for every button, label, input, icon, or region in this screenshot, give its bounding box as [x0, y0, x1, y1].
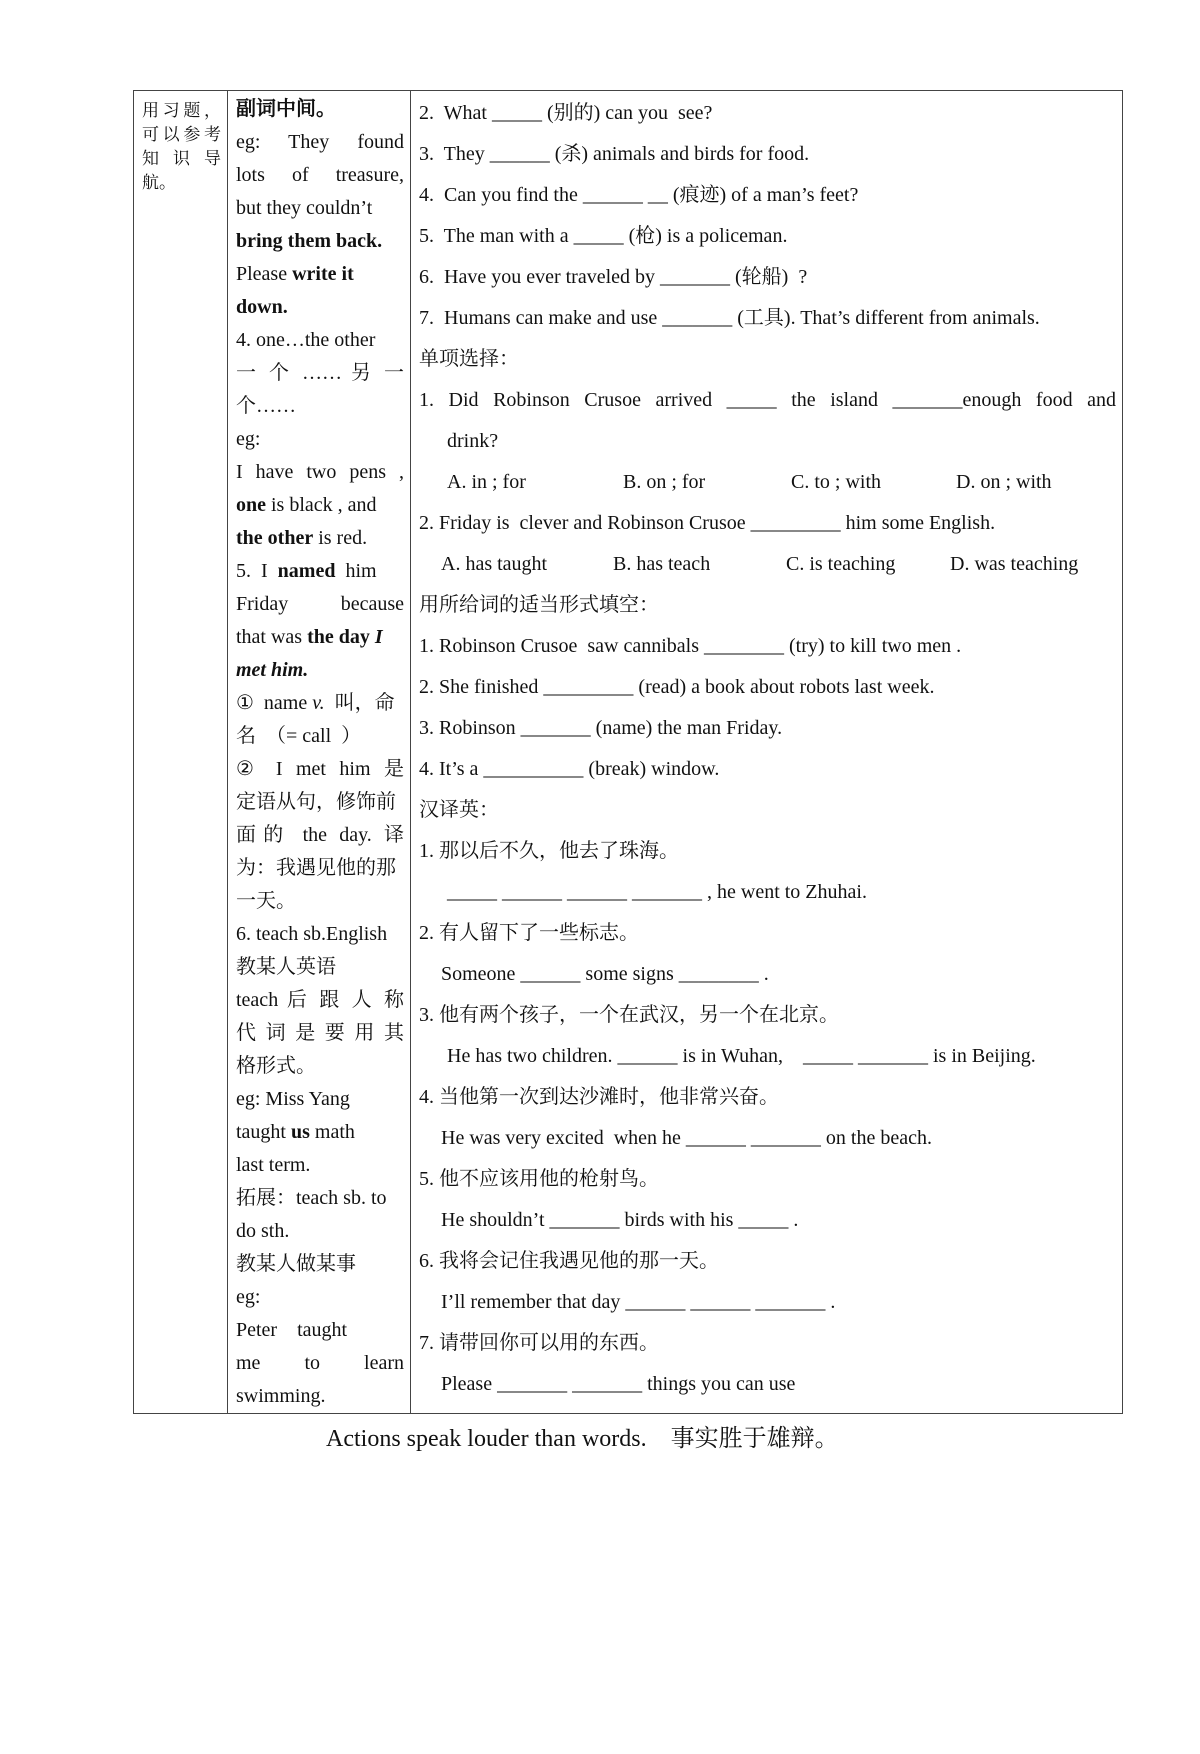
choice-option: D. on ; with — [956, 471, 1052, 493]
side-note-line: 可以参考 — [142, 125, 221, 144]
choice-option: B. on ; for — [623, 471, 706, 493]
exercise-item: 3. Robinson _______ (name) the man Friday. — [419, 717, 783, 739]
note-line: 一天。 — [236, 890, 296, 912]
side-note-line: 航。 — [142, 173, 176, 192]
note-line: 格形式。 — [236, 1055, 316, 1077]
note-text: ① name — [236, 692, 313, 714]
note-text: is red. — [313, 527, 368, 549]
exercises-column — [411, 91, 1122, 1413]
note-line: 教某人英语 — [236, 956, 336, 978]
note-line — [236, 621, 404, 654]
exercise-item-continued: drink? — [447, 430, 499, 452]
note-line: I have two pens , — [236, 461, 404, 483]
note-bold-text: named — [277, 560, 336, 582]
exercise-item: 4. It’s a __________ (break) window. — [419, 758, 720, 780]
note-line: 代 词 是 要 用 其 — [236, 1022, 404, 1044]
exercise-item: 2. She finished _________ (read) a book about robots last week. — [419, 676, 935, 698]
note-line: teach 后 跟 人 称 — [236, 989, 404, 1011]
note-text: 叫，命 — [324, 692, 395, 714]
note-text: math — [309, 1121, 355, 1143]
note-line: eg: They found — [236, 131, 404, 153]
note-line: 副词中间。 — [236, 98, 336, 120]
choice-option: B. has teach — [613, 553, 711, 575]
note-line: eg: — [236, 1286, 261, 1308]
note-bold-text: write it — [292, 263, 354, 285]
choice-row — [419, 544, 1116, 585]
translation-answer: He was very excited when he ______ _______ on the beach. — [441, 1127, 932, 1149]
note-bold-italic-text: I — [369, 626, 383, 648]
choice-option: D. was teaching — [950, 553, 1079, 575]
translation-answer: He shouldn’t _______ birds with his _____ . — [441, 1209, 799, 1231]
translation-answer: Someone ______ some signs ________ . — [441, 963, 769, 985]
translation-answer: Please _______ _______ things you can use — [441, 1373, 796, 1395]
note-line: bring them back. — [236, 230, 383, 252]
note-line: eg: — [236, 428, 261, 450]
note-line — [236, 489, 404, 522]
choice-option: C. to ; with — [791, 471, 882, 493]
translation-prompt: 5. 他不应该用他的枪射鸟。 — [419, 1168, 659, 1190]
note-line: ② I met him 是 — [236, 758, 404, 780]
translation-prompt: 1. 那以后不久，他去了珠海。 — [419, 840, 679, 862]
note-line: 为：我遇见他的那 — [236, 857, 396, 879]
note-italic-text: v. — [312, 692, 325, 714]
note-line: 拓展：teach sb. to — [236, 1187, 387, 1209]
note-line: 6. teach sb.English — [236, 923, 388, 945]
note-text: that was — [236, 626, 308, 648]
note-line: lots of treasure, — [236, 164, 404, 186]
note-line: 名 （= call ） — [236, 725, 362, 747]
section-title: 汉译英： — [419, 799, 499, 821]
proverb-footer: Actions speak louder than words. 事实胜于雄辩。 — [326, 1426, 839, 1452]
note-line — [236, 687, 404, 720]
choice-row — [419, 462, 1116, 503]
worksheet-table — [133, 90, 1123, 1414]
exercise-item: 1. Robinson Crusoe saw cannibals ________ (try) to kill two men . — [419, 635, 962, 657]
note-line — [236, 555, 404, 588]
exercise-item: 2. Friday is clever and Robinson Crusoe _________ him some English. — [419, 512, 996, 534]
note-line: 4. one…the other — [236, 329, 376, 351]
note-text: him — [335, 560, 377, 582]
note-text: is black , and — [266, 494, 377, 516]
choice-option: C. is teaching — [786, 553, 896, 575]
translation-answer: _____ ______ ______ _______ , he went to Zhuhai. — [447, 881, 867, 903]
exercise-item: 1. Did Robinson Crusoe arrived _____ the island _______enough food and — [419, 389, 1116, 411]
note-bold-text: us — [291, 1121, 310, 1143]
note-line: me to learn — [236, 1352, 404, 1374]
note-line: eg: Miss Yang — [236, 1088, 350, 1110]
exercise-item: 2. What _____ (别的) can you see? — [419, 102, 713, 124]
note-bold-text: the day — [307, 626, 370, 648]
note-line: Peter taught — [236, 1319, 348, 1341]
note-bold-text: one — [236, 494, 266, 516]
note-line: 教某人做某事 — [236, 1253, 356, 1275]
translation-prompt: 4. 当他第一次到达沙滩时，他非常兴奋。 — [419, 1086, 779, 1108]
translation-prompt: 3. 他有两个孩子，一个在武汉，另一个在北京。 — [419, 1004, 839, 1026]
exercise-item: 5. The man with a _____ (枪) is a policeman. — [419, 225, 788, 247]
side-note-line: 用习题， — [142, 101, 221, 120]
section-title: 单项选择： — [419, 348, 519, 370]
note-line: 定语从句，修饰前 — [236, 791, 396, 813]
note-line: down. — [236, 296, 288, 318]
note-line: last term. — [236, 1154, 311, 1176]
side-note-column — [134, 91, 228, 1413]
choice-option: A. has taught — [441, 553, 548, 575]
note-line — [236, 258, 404, 291]
note-line — [236, 1116, 404, 1149]
translation-prompt: 6. 我将会记住我遇见他的那一天。 — [419, 1250, 719, 1272]
choice-option: A. in ; for — [447, 471, 526, 493]
note-text: Please — [236, 263, 293, 285]
note-line: met him. — [236, 659, 309, 681]
note-text: taught — [236, 1121, 291, 1143]
side-note-line: 知 识 导 — [142, 149, 221, 168]
note-bold-text: the other — [236, 527, 314, 549]
note-line: do sth. — [236, 1220, 290, 1242]
note-line: but they couldn’t — [236, 197, 373, 219]
note-line: 一 个 …… 另 一 — [236, 362, 404, 384]
exercise-item: 3. They ______ (杀) animals and birds for food. — [419, 143, 810, 165]
translation-answer: I’ll remember that day ______ ______ _______ . — [441, 1291, 836, 1313]
note-line: swimming. — [236, 1385, 326, 1407]
exercise-item: 6. Have you ever traveled by _______ (轮船) ? — [419, 266, 808, 288]
exercise-item: 7. Humans can make and use _______ (工具). That’s different from animals. — [419, 307, 1040, 329]
note-line: 面的 the day. 译 — [236, 824, 404, 846]
translation-prompt: 7. 请带回你可以用的东西。 — [419, 1332, 659, 1354]
note-text: 5. I — [236, 560, 278, 582]
note-line: Friday because — [236, 593, 404, 615]
translation-prompt: 2. 有人留下了一些标志。 — [419, 922, 639, 944]
note-line: 个…… — [236, 395, 296, 417]
note-line — [236, 522, 404, 555]
exercise-item: 4. Can you find the ______ __ (痕迹) of a man’s feet? — [419, 184, 859, 206]
section-title: 用所给词的适当形式填空： — [419, 594, 659, 616]
grammar-notes-column — [228, 91, 411, 1413]
translation-answer: He has two children. ______ is in Wuhan, _____ _______ is in Beijing. — [447, 1045, 1036, 1067]
